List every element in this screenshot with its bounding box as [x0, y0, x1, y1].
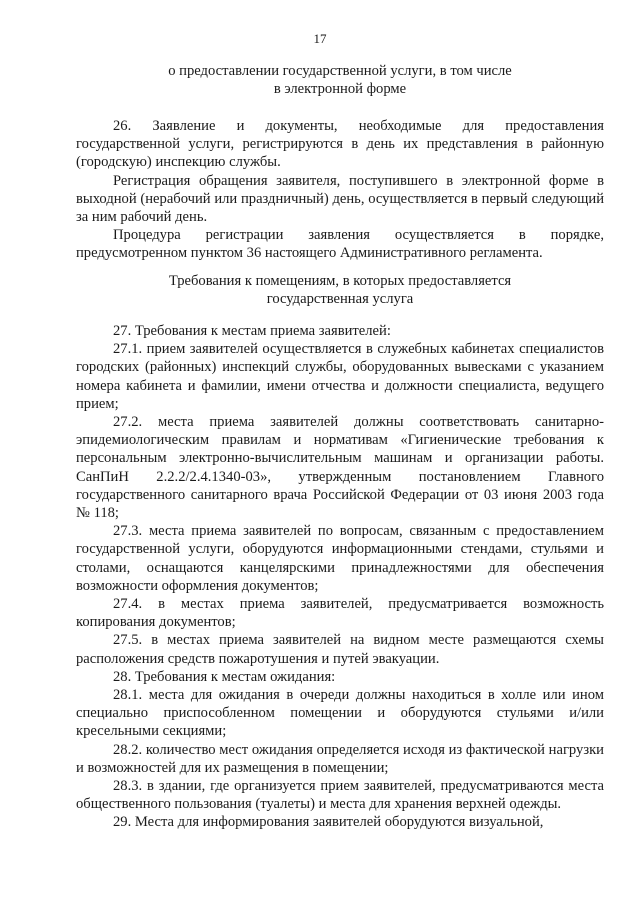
section-heading-electronic-form [80, 62, 600, 98]
paragraph-28: 28. Требования к местам ожидания: [113, 668, 336, 685]
paragraph-registration-procedure: Процедура регистрации заявления осуществляется в порядке, предусмотренном пунктом 36 настоящего Административного регламента. [76, 227, 604, 262]
heading-line: государственная услуга [266, 291, 414, 308]
heading-line: Требования к помещениям, в которых предоставляется [168, 273, 512, 289]
paragraph-28-2: 28.2. количество мест ожидания определяется исходя из фактической нагрузки и возможностей для их размещения в помещении; [76, 741, 604, 776]
registration-section [76, 117, 604, 263]
paragraph-28-3: 28.3. в здании, где организуется прием заявителей, предусматриваются места общественного пользования (туалеты) и места для хранения верхней одежды. [76, 778, 604, 813]
paragraph-27-1: 27.1. прием заявителей осуществляется в служебных кабинетах специалистов городских (районных) инспекций службы, оборудованных вывесками с указанием номера кабинета и фамилии, имени отчества и должности специалиста, ведущего прием; [76, 341, 604, 412]
section-heading-premises [80, 272, 600, 308]
paragraph-electronic-registration: Регистрация обращения заявителя, поступившего в электронной форме в выходной (нерабочий или праздничный) день, осуществляется в первый следующий за ним рабочий день. [76, 172, 604, 226]
heading-line: о предоставлении государственной услуги, в том числе [168, 63, 512, 79]
paragraph-27-2: 27.2. места приема заявителей должны соответствовать санитарно-эпидемиологическим правилам и нормативам «Гигиенические требования к персональным электронно-вычислительным машинам и организации работы. СанПиН 2.2.2/2.4.1340-03», утвержденным постановлением Главного государственного санитарного врача Российской Федерации от 03 июня 2003 года № 118; [76, 414, 604, 522]
paragraph-29: 29. Места для информирования заявителей оборудуются визуальной, [113, 814, 544, 831]
paragraph-27: 27. Требования к местам приема заявителей: [113, 323, 391, 339]
paragraph-28-1: 28.1. места для ожидания в очереди должны находиться в холле или ином специально приспособленном помещении и оборудуются стульями и/или кресельными секциями; [76, 687, 604, 740]
paragraph-26: 26. Заявление и документы, необходимые для предоставления государственной услуги, регистрируются в день их представления в районную (городскую) инспекцию службы. [76, 118, 604, 171]
page-number: 17 [313, 31, 327, 46]
paragraph-27-4: 27.4. в местах приема заявителей, предусматривается возможность копирования документов; [76, 596, 604, 631]
paragraph-27-3: 27.3. места приема заявителей по вопросам, связанным с предоставлением государственной услуги, оборудуются информационными стендами, стульями и столами, оснащаются канцелярскими принадлежностями для обеспечения возможности оформления документов; [76, 523, 604, 594]
paragraph-27-5: 27.5. в местах приема заявителей на видном месте размещаются схемы расположения средств пожаротушения и путей эвакуации. [76, 632, 604, 667]
heading-line: в электронной форме [273, 81, 407, 98]
premises-requirements-section [76, 322, 604, 832]
